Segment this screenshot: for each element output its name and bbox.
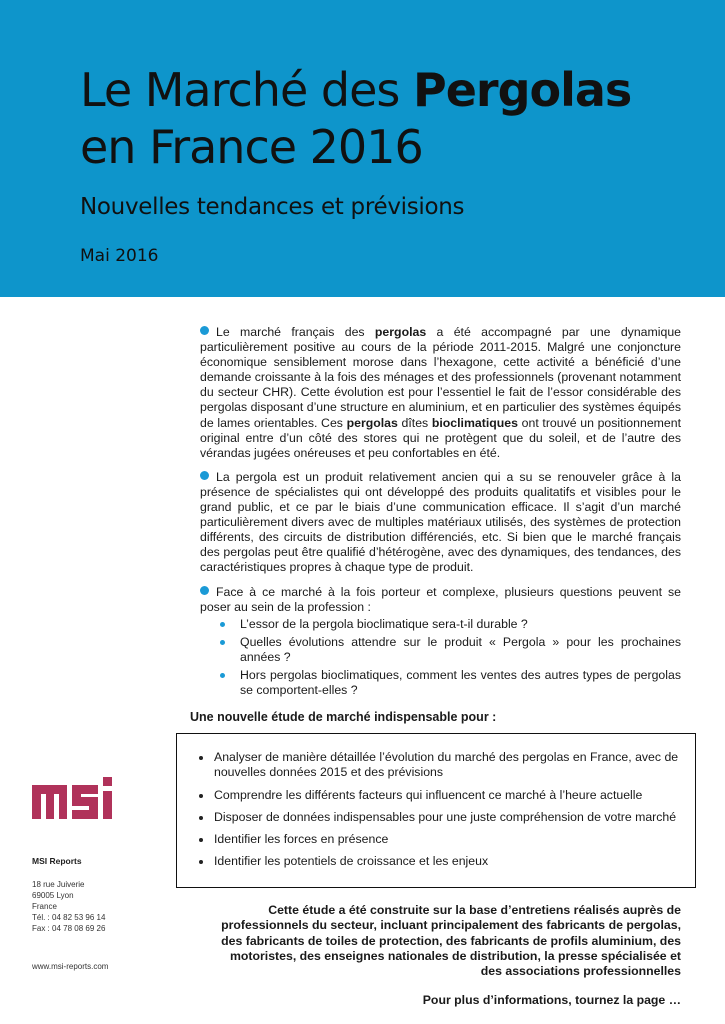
objectives-list bbox=[177, 734, 695, 870]
question-item: Hors pergolas bioclimatiques, comment les ventes des autres types de pergolas se comportent-elles ? bbox=[200, 668, 681, 698]
bullet-dot-icon bbox=[200, 326, 209, 335]
address-line: France bbox=[32, 902, 57, 911]
objective-item: Comprendre les différents facteurs qui influencent ce marché à l’heure actuelle bbox=[197, 788, 683, 803]
fax-line: Fax : 04 78 08 69 26 bbox=[32, 924, 106, 933]
intro-paragraph-3: Face à ce marché à la fois porteur et complexe, plusieurs questions peuvent se poser au sein de la profession : bbox=[200, 584, 681, 614]
website-link[interactable]: www.msi-reports.com bbox=[32, 962, 109, 971]
title-line2: en France 2016 bbox=[80, 120, 423, 174]
bullet-dot-icon bbox=[220, 622, 225, 627]
phone-line: Tél. : 04 82 53 96 14 bbox=[32, 913, 106, 922]
question-item: L’essor de la pergola bioclimatique sera-t-il durable ? bbox=[200, 617, 681, 632]
main-content bbox=[200, 325, 681, 701]
objective-item: Disposer de données indispensables pour une juste compréhension de votre marché bbox=[197, 810, 683, 825]
contact-info bbox=[32, 856, 105, 934]
title-line1-pre: Le Marché des bbox=[80, 63, 413, 117]
title-line1-bold: Pergolas bbox=[412, 63, 632, 117]
bullet-dot-icon bbox=[220, 640, 225, 645]
company-name: MSI Reports bbox=[32, 856, 82, 866]
question-item: Quelles évolutions attendre sur le produit « Pergola » pour les prochaines années ? bbox=[200, 635, 681, 665]
msi-logo-icon bbox=[32, 775, 122, 823]
bullet-icon bbox=[199, 756, 203, 760]
objective-item: Identifier les potentiels de croissance et les enjeux bbox=[197, 854, 683, 869]
page-subtitle: Nouvelles tendances et prévisions bbox=[80, 194, 465, 220]
address-line: 18 rue Juiverie bbox=[32, 880, 85, 889]
study-objectives-box bbox=[176, 733, 696, 888]
bullet-icon bbox=[199, 838, 203, 842]
objective-item: Analyser de manière détaillée l’évolution du marché des pergolas en France, avec de nouvelles données 2015 et des prévisions bbox=[197, 750, 683, 781]
bullet-dot-icon bbox=[200, 586, 209, 595]
intro-paragraph-1: Le marché français des pergolas a été accompagné par une dynamique particulièrement positive au cours de la période 2011-2015. Malgré une conjoncture économique sensiblement morose dans l’hexagone, cette activité a bénéficié d’une demande croissante à la fois des ménages et des professionnels (provenant notamment du secteur CHR). Cette évolution est pour l’essentiel le fait de l’essor considérable des pergolas disposant d’une structure en aluminium, et en particulier des systèmes équipés de lames orientables. Ces pergolas dîtes bioclimatiques ont trouvé un positionnement original entre d’un côté des stores qui ne protègent que du soleil, et de l’autre des vérandas jugées onéreuses et peu confortables en été. bbox=[200, 325, 682, 460]
closing-statement: Cette étude a été construite sur la base d’entretiens réalisés auprès de professionnels du secteur, incluant principalement des fabricants de pergolas, des fabricants de toiles de protection, des fabricants de profils aluminium, des motoristes, des enseignes nationales de distribution, la presse spécialisée et des associations professionnelles bbox=[221, 903, 681, 979]
bullet-icon bbox=[199, 816, 203, 820]
bullet-icon bbox=[199, 860, 203, 864]
bullet-icon bbox=[199, 794, 203, 798]
page-title bbox=[80, 62, 631, 176]
intro-paragraph-2: La pergola est un produit relativement ancien qui a su se renouveler grâce à la présence de spécialistes qui ont développé des produits qualitatifs et visibles pour le grand public, et ce par le biais d’une communication efficace. Il s’agit d’un marché particulièrement divers avec de multiples matériaux utilisés, des systèmes de protection différents, des circuits de distribution différenciés, etc. Si bien que le marché français des pergolas peut être qualifié d’hétérogène, avec des dynamiques, des tendances, des caractéristiques propres à chaque type de produit. bbox=[200, 469, 681, 575]
bullet-dot-icon bbox=[200, 471, 209, 480]
header-banner bbox=[0, 0, 725, 297]
publication-date: Mai 2016 bbox=[80, 246, 159, 266]
objective-item: Identifier les forces en présence bbox=[197, 832, 683, 847]
study-heading: Une nouvelle étude de marché indispensable pour : bbox=[190, 710, 497, 724]
bullet-dot-icon bbox=[220, 673, 225, 678]
more-info-note: Pour plus d’informations, tournez la page … bbox=[422, 993, 681, 1007]
address-line: 69005 Lyon bbox=[32, 891, 74, 900]
